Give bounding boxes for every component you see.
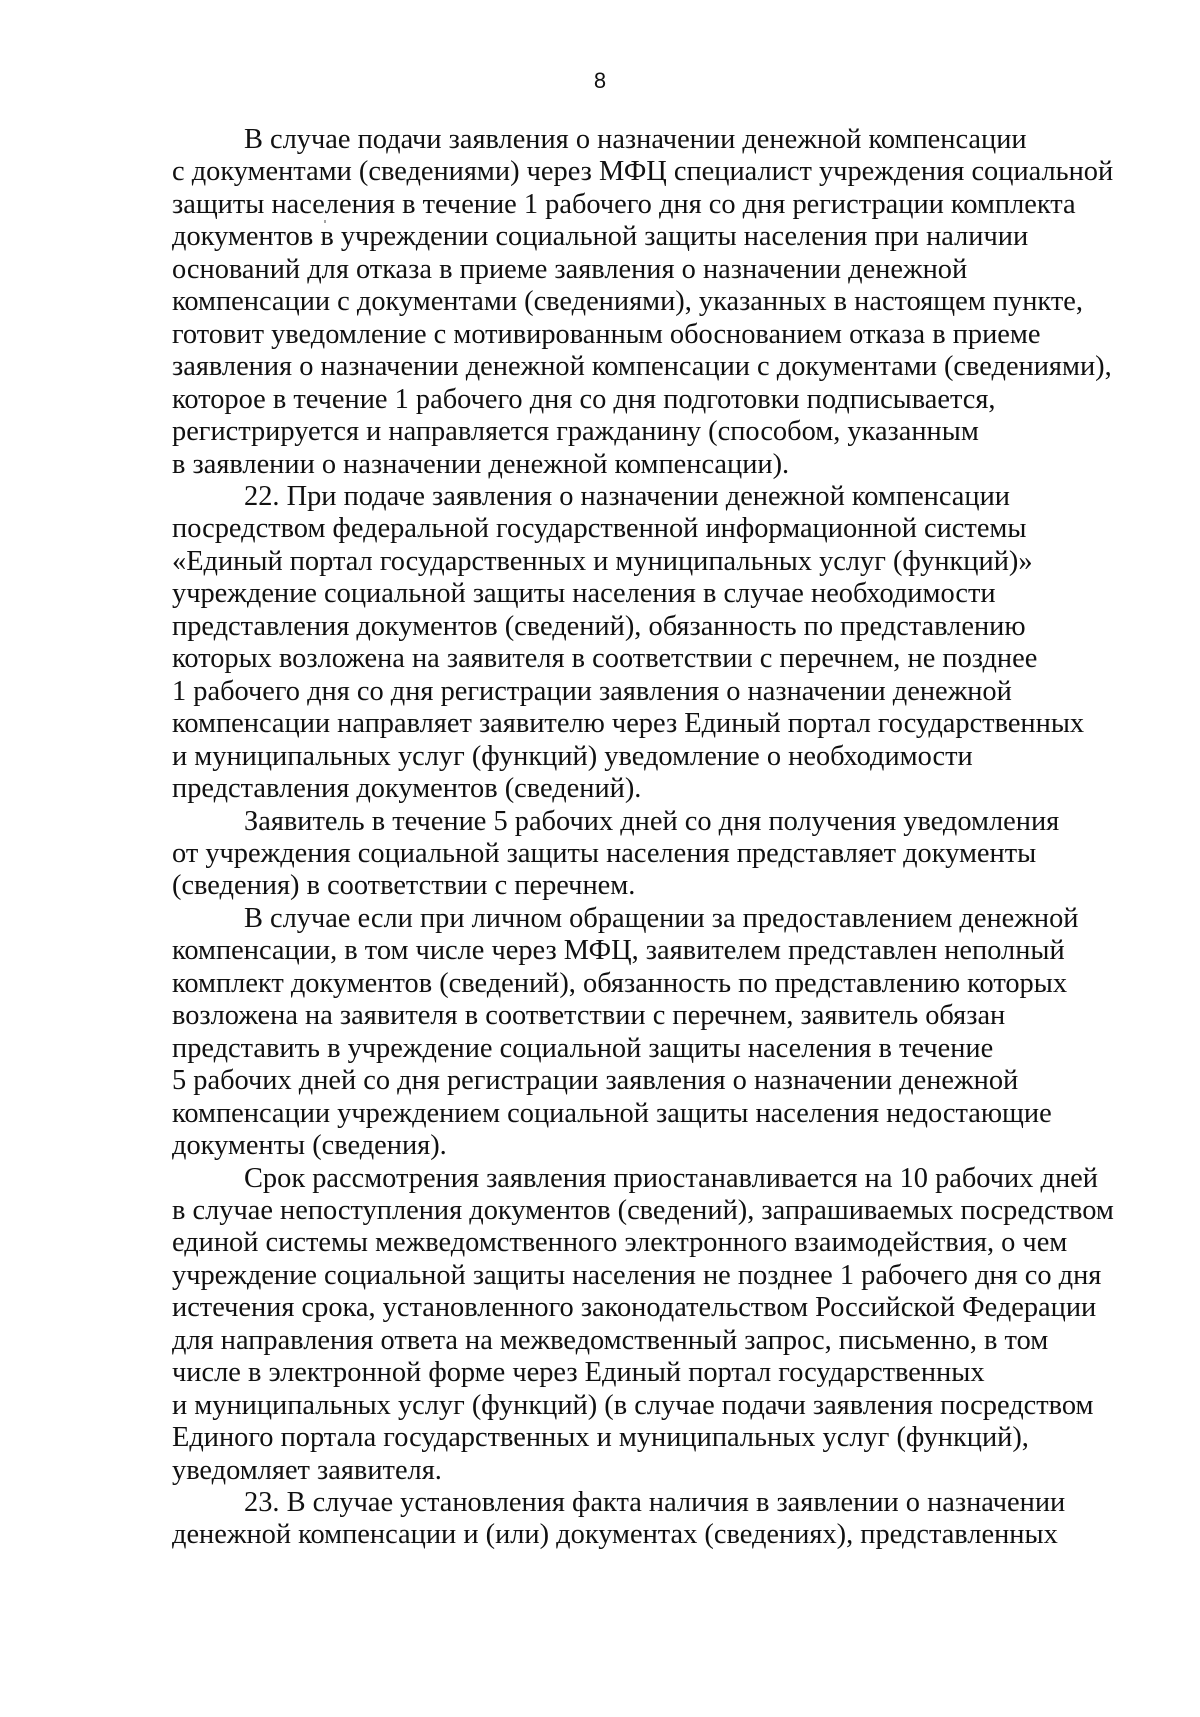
paragraph-incomplete-documents: В случае если при личном обращении за предоставлением денежной компенсации, в том числе через МФЦ, заявителем представлен неполный комплект документов (сведений), обязанность по представлению которых возложена на заявителя в соответствии с перечнем, заявитель обязан представить в учреждение социальной защиты населения в течение 5 рабочих дней со дня регистрации заявления о назначении денежной компенсации учреждением социальной защиты населения недостающие документы (сведения). <box>172 902 1079 1162</box>
page-number: 8 <box>593 68 607 93</box>
paragraph-applicant-5-days: Заявитель в течение 5 рабочих дней со дня получения уведомления от учреждения социальной защиты населения представляет документы (сведения) в соответствии с перечнем. <box>172 805 1060 902</box>
document-body <box>172 124 1118 1552</box>
paragraph-23-false-data: 23. В случае установления факта наличия в заявлении о назначении денежной компенсации и (или) документах (сведениях), представленных <box>172 1487 1066 1551</box>
paragraph-22-epgu-submission: 22. При подаче заявления о назначении денежной компенсации посредством федеральной государственной информационной системы «Единый портал государственных и муниципальных услуг (функций)» учреждение социальной защиты населения в случае необходимости представления документов (сведений), обязанность по представлению которых возложена на заявителя в соответствии с перечнем, не позднее 1 рабочего дня со дня регистрации заявления о назначении денежной компенсации направляет заявителю через Единый портал государственных и муниципальных услуг (функций) уведомление о необходимости представления документов (сведений). <box>172 480 1085 805</box>
paragraph-suspension-term: Срок рассмотрения заявления приостанавливается на 10 рабочих дней в случае непоступления документов (сведений), запрашиваемых посредством единой системы межведомственного электронного взаимодействия, о чем учреждение социальной защиты населения не позднее 1 рабочего дня со дня истечения срока, установленного законодательством Российской Федерации для направления ответа на межведомственный запрос, письменно, в том числе в электронной форме через Единый портал государственных и муниципальных услуг (функций) (в случае подачи заявления посредством Единого портала государственных и муниципальных услуг (функций), уведомляет заявителя. <box>172 1162 1114 1486</box>
paragraph-mfc-refusal-notice: В случае подачи заявления о назначении денежной компенсации с документами (сведениями) через МФЦ специалист учреждения социальной защиты населения в течение 1 рабочего дня со дня регистрации комплекта документов в учреждении социальной защиты населения при наличии оснований для отказа в приеме заявления о назначении денежной компенсации с документами (сведениями), указанных в настоящем пункте, готовит уведомление с мотивированным обоснованием отказа в приеме заявления о назначении денежной компенсации с документами (сведениями), которое в течение 1 рабочего дня со дня подготовки подписывается, регистрируется и направляется гражданину (способом, указанным в заявлении о назначении денежной компенсации). <box>172 124 1114 480</box>
